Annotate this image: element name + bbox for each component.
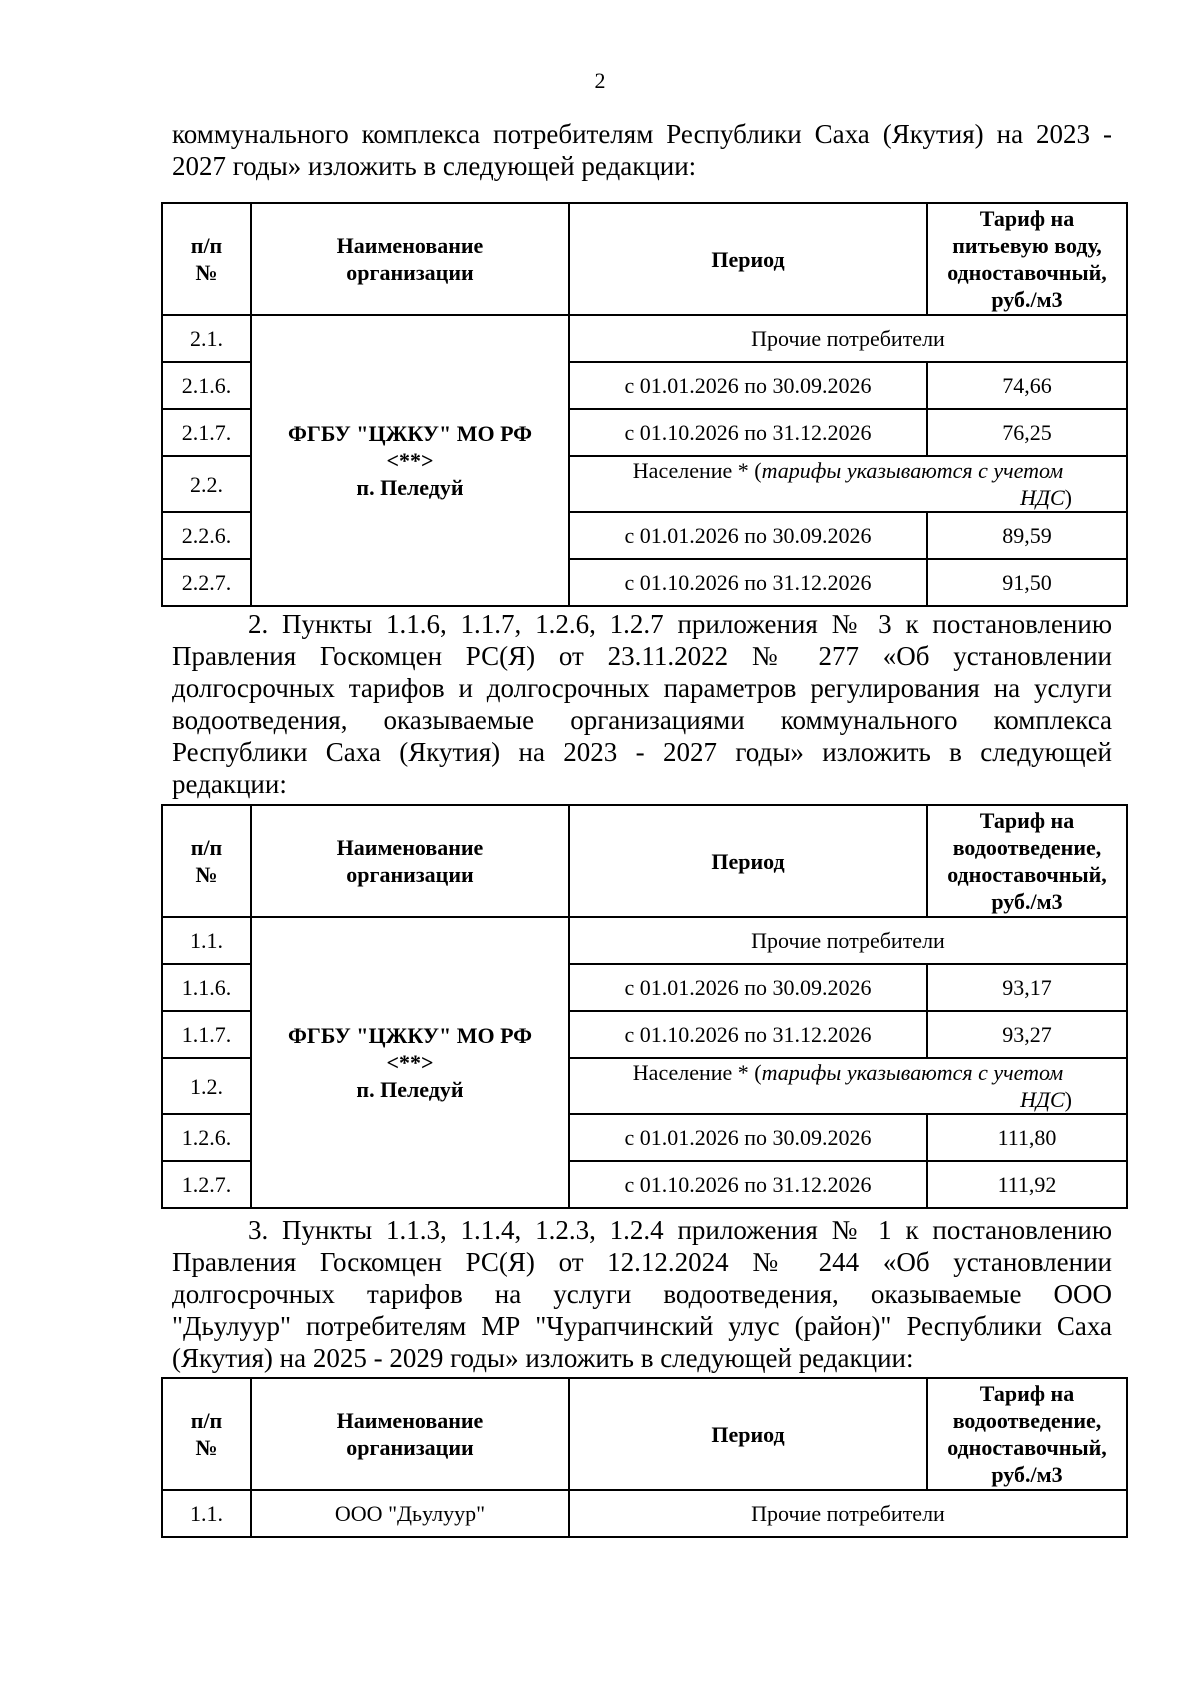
tariff-value: 76,25 (927, 409, 1127, 456)
header-org: Наименование организации (251, 805, 569, 917)
period-cell: с 01.10.2026 по 31.12.2026 (569, 1011, 927, 1058)
org-name-cell: ФГБУ "ЦЖКУ" МО РФ <**> п. Пеледуй (251, 315, 569, 606)
period-cell: с 01.01.2026 по 30.09.2026 (569, 964, 927, 1011)
row-num: 1.2.6. (162, 1114, 251, 1161)
header-period: Период (569, 805, 927, 917)
table-row (162, 917, 1127, 964)
table-row (162, 1490, 1127, 1537)
row-num: 2.2.6. (162, 512, 251, 559)
text-line: долгосрочных тарифов и долгосрочных параметров регулирования на услуги (172, 673, 1112, 703)
tariff-value: 111,80 (927, 1114, 1127, 1161)
row-num: 1.1. (162, 917, 251, 964)
tariff-table-water (161, 202, 1128, 607)
text-line: 2027 годы» изложить в следующей редакции: (172, 151, 697, 181)
table-header-row (162, 203, 1127, 315)
table-header-row (162, 1378, 1127, 1490)
header-tariff: Тариф на водоотведение, одноставочный, руб./м3 (927, 1378, 1127, 1490)
header-num: п/п № (162, 1378, 251, 1490)
text-line: долгосрочных тарифов на услуги водоотведения, оказываемые ООО (172, 1279, 1112, 1309)
text-line: Правления Госкомцен РС(Я) от 12.12.2024 № 244 «Об установлении (172, 1247, 1112, 1277)
group-label: Прочие потребители (569, 1490, 1127, 1537)
tariff-value: 93,17 (927, 964, 1127, 1011)
tariff-table-sewage (161, 804, 1128, 1209)
tariff-value: 89,59 (927, 512, 1127, 559)
tariff-value: 74,66 (927, 362, 1127, 409)
row-num: 2.1.7. (162, 409, 251, 456)
period-cell: с 01.01.2026 по 30.09.2026 (569, 1114, 927, 1161)
row-num: 2.2.7. (162, 559, 251, 606)
text-line: 3. Пункты 1.1.3, 1.1.4, 1.2.3, 1.2.4 приложения № 1 к постановлению (248, 1215, 1112, 1245)
tariff-value: 111,92 (927, 1161, 1127, 1208)
header-org: Наименование организации (251, 203, 569, 315)
page-number: 2 (594, 68, 606, 93)
group-label-population: Население * (тарифы указываются с учетом НДС) (569, 456, 1127, 512)
org-name-cell: ООО "Дьулуур" (251, 1490, 569, 1537)
tariff-table-dyuluur (161, 1377, 1128, 1538)
header-period: Период (569, 1378, 927, 1490)
group-label: Прочие потребители (569, 917, 1127, 964)
period-cell: с 01.01.2026 по 30.09.2026 (569, 362, 927, 409)
text-line: Республики Саха (Якутия) на 2023 - 2027 годы» изложить в следующей (172, 737, 1112, 767)
text-line: водоотведения, оказываемые организациями коммунального комплекса (172, 705, 1112, 735)
text-line: (Якутия) на 2025 - 2029 годы» изложить в следующей редакции: (172, 1343, 914, 1373)
header-num: п/п № (162, 805, 251, 917)
row-num: 1.1.6. (162, 964, 251, 1011)
header-org: Наименование организации (251, 1378, 569, 1490)
paragraph-2 (172, 608, 1112, 800)
row-num: 2.2. (162, 456, 251, 512)
paragraph-3 (172, 1214, 1112, 1374)
text-line: редакции: (172, 769, 287, 799)
text-line: коммунального комплекса потребителям Республики Саха (Якутия) на 2023 - (172, 119, 1112, 149)
row-num: 1.2. (162, 1058, 251, 1114)
row-num: 1.1.7. (162, 1011, 251, 1058)
header-tariff: Тариф на питьевую воду, одноставочный, руб./м3 (927, 203, 1127, 315)
period-cell: с 01.01.2026 по 30.09.2026 (569, 512, 927, 559)
text-line: Правления Госкомцен РС(Я) от 23.11.2022 № 277 «Об установлении (172, 641, 1112, 671)
text-line: "Дьулуур" потребителям МР "Чурапчинский улус (район)" Республики Саха (172, 1311, 1112, 1341)
row-num: 2.1.6. (162, 362, 251, 409)
intro-paragraph (172, 118, 1112, 182)
period-cell: с 01.10.2026 по 31.12.2026 (569, 409, 927, 456)
row-num: 2.1. (162, 315, 251, 362)
row-num: 1.2.7. (162, 1161, 251, 1208)
row-num: 1.1. (162, 1490, 251, 1537)
org-name-cell: ФГБУ "ЦЖКУ" МО РФ <**> п. Пеледуй (251, 917, 569, 1208)
header-num: п/п № (162, 203, 251, 315)
tariff-value: 91,50 (927, 559, 1127, 606)
group-label: Прочие потребители (569, 315, 1127, 362)
table-row (162, 315, 1127, 362)
period-cell: с 01.10.2026 по 31.12.2026 (569, 1161, 927, 1208)
period-cell: с 01.10.2026 по 31.12.2026 (569, 559, 927, 606)
table-header-row (162, 805, 1127, 917)
header-tariff: Тариф на водоотведение, одноставочный, руб./м3 (927, 805, 1127, 917)
group-label-population: Население * (тарифы указываются с учетом НДС) (569, 1058, 1127, 1114)
text-line: 2. Пункты 1.1.6, 1.1.7, 1.2.6, 1.2.7 приложения № 3 к постановлению (248, 609, 1112, 639)
tariff-value: 93,27 (927, 1011, 1127, 1058)
header-period: Период (569, 203, 927, 315)
